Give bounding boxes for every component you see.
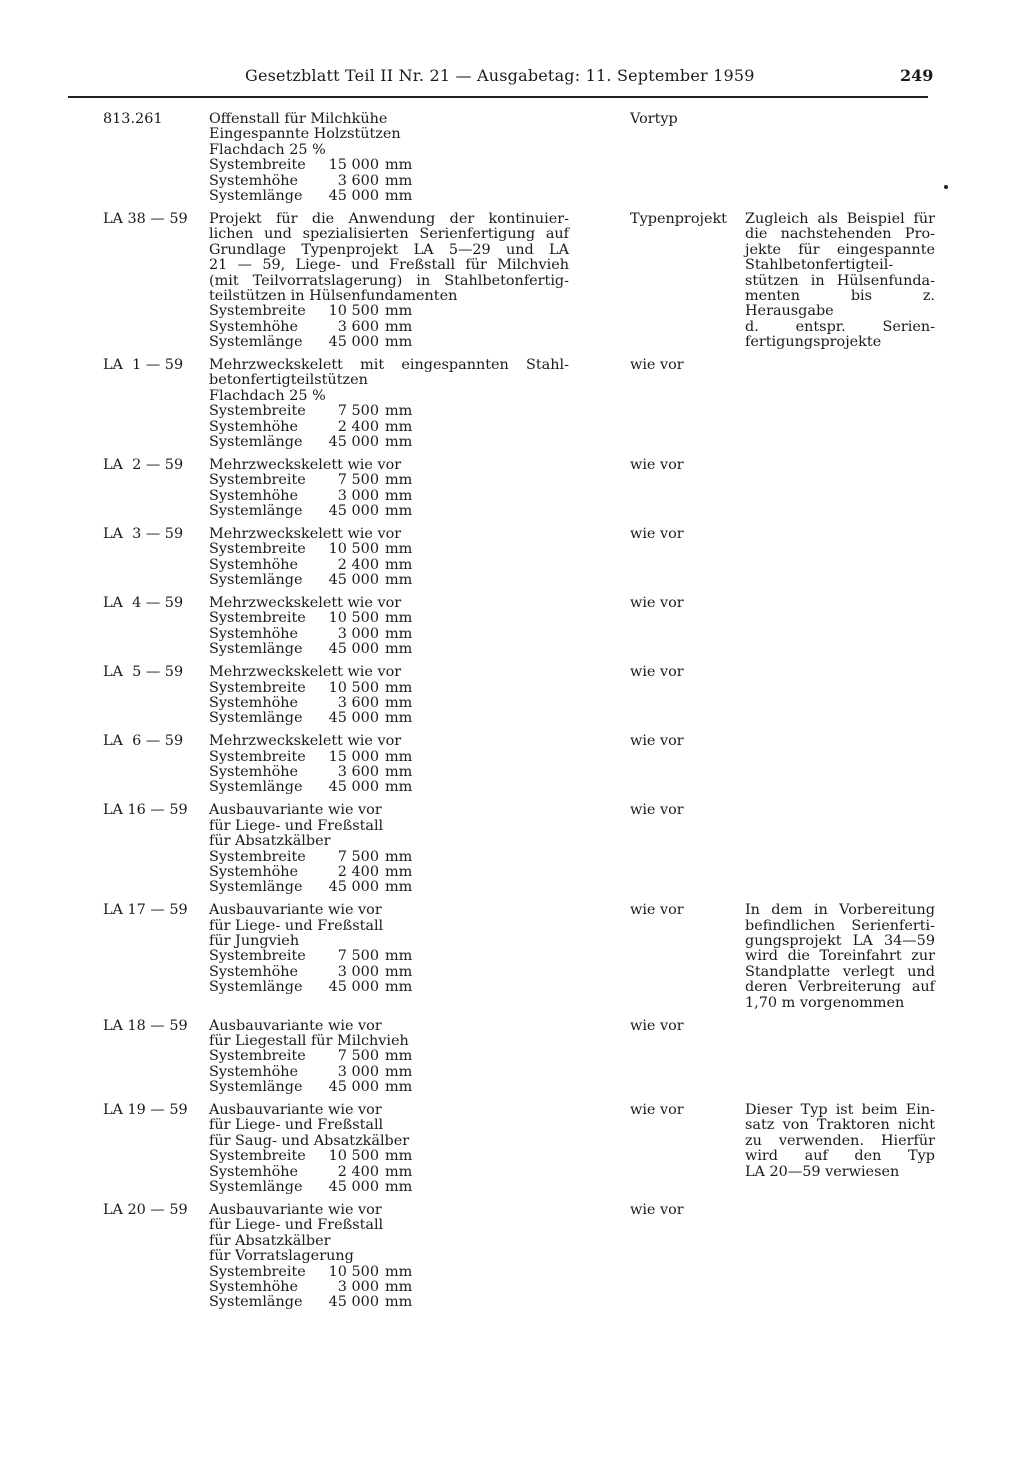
spec-unit: mm — [385, 556, 413, 573]
page-header-title: Gesetzblatt Teil II Nr. 21 — Ausgabetag: 11. September 1959 — [245, 66, 755, 85]
note-line: 1,70 m vorgenommen — [745, 994, 905, 1011]
description-line: 21 — 59, Liege- und Freßstall für Milchvieh — [209, 257, 569, 274]
note-line: gungsprojekt LA 34—59 — [745, 933, 935, 950]
spec-label: Systemhöhe — [209, 1278, 299, 1295]
entry-code: LA 6 — 59 — [103, 733, 184, 750]
note-line: wird auf den Typ — [745, 1148, 935, 1165]
spec-line — [209, 304, 439, 319]
spec-label: Systemlänge — [209, 879, 303, 896]
spec-unit: mm — [385, 1148, 413, 1165]
spec-value: 10 500 — [328, 679, 379, 696]
spec-label: Systembreite — [209, 1048, 306, 1065]
description-line: für Jungvieh — [209, 933, 300, 950]
spec-line — [209, 473, 439, 488]
entry-type: Vortyp — [630, 111, 678, 127]
spec-value: 3 600 — [337, 694, 379, 711]
spec-line — [209, 420, 439, 435]
spec-label: Systemhöhe — [209, 172, 299, 189]
spec-label: Systembreite — [209, 610, 306, 627]
description-line: Ausbauvariante wie vor — [209, 1102, 382, 1119]
spec-label: Systembreite — [209, 948, 306, 965]
entry-code: LA 5 — 59 — [103, 664, 184, 681]
description-line: Ausbauvariante wie vor — [209, 1017, 382, 1034]
spec-unit: mm — [385, 979, 413, 996]
spec-label: Systembreite — [209, 748, 306, 765]
spec-value: 45 000 — [328, 979, 379, 996]
spec-label: Systemhöhe — [209, 694, 299, 711]
list-item — [0, 112, 1024, 204]
spec-unit: mm — [385, 748, 413, 765]
spec-label: Systemlänge — [209, 334, 303, 351]
description-line: für Absatzkälber — [209, 833, 331, 850]
spec-label: Systemhöhe — [209, 863, 299, 880]
spec-value: 45 000 — [328, 188, 379, 205]
spec-unit: mm — [385, 948, 413, 965]
spec-value: 10 500 — [328, 610, 379, 627]
description-line: Eingespannte Holzstützen — [209, 126, 401, 143]
spec-line — [209, 1295, 439, 1310]
spec-unit: mm — [385, 1063, 413, 1080]
list-item — [0, 1103, 1024, 1195]
spec-line — [209, 1049, 439, 1064]
spec-label: Systemhöhe — [209, 556, 299, 573]
note-line: menten bis z. Herausgabe — [745, 287, 935, 320]
spec-value: 2 400 — [337, 1163, 379, 1180]
spec-value: 2 400 — [337, 863, 379, 880]
spec-unit: mm — [385, 694, 413, 711]
note-line: d. entspr. Serien- — [745, 318, 935, 335]
spec-value: 15 000 — [328, 748, 379, 765]
description-line: Grundlage Typenprojekt LA 5—29 und LA — [209, 241, 569, 258]
spec-value: 10 500 — [328, 303, 379, 320]
spec-unit: mm — [385, 157, 413, 174]
spec-unit: mm — [385, 779, 413, 796]
spec-value: 15 000 — [328, 157, 379, 174]
entry-type: wie vor — [630, 456, 684, 473]
list-item — [0, 734, 1024, 796]
spec-line — [209, 1149, 439, 1164]
spec-line — [209, 1280, 439, 1295]
description-line: Ausbauvariante wie vor — [209, 1201, 382, 1218]
spec-unit: mm — [385, 679, 413, 696]
description-line: Mehrzweckskelett wie vor — [209, 595, 402, 612]
note-line: Zugleich als Beispiel für — [745, 210, 935, 227]
spec-line — [209, 1265, 439, 1280]
spec-value: 45 000 — [328, 879, 379, 896]
spec-unit: mm — [385, 541, 413, 558]
spec-label: Systemhöhe — [209, 1163, 299, 1180]
entry-description — [209, 1203, 569, 1311]
spec-unit: mm — [385, 1163, 413, 1180]
spec-value: 45 000 — [328, 710, 379, 727]
spec-label: Systembreite — [209, 679, 306, 696]
spec-value: 45 000 — [328, 434, 379, 451]
entry-description — [209, 212, 569, 351]
note-line: fertigungsprojekte — [745, 334, 882, 351]
note-line: LA 20—59 verwiesen — [745, 1163, 900, 1180]
entry-type: wie vor — [630, 664, 684, 681]
description-line: für Liege- und Freßstall — [209, 1217, 384, 1234]
entry-description — [209, 596, 569, 658]
spec-unit: mm — [385, 641, 413, 658]
list-item — [0, 803, 1024, 895]
note-line: Dieser Typ ist beim Ein- — [745, 1102, 935, 1119]
spec-unit: mm — [385, 188, 413, 205]
spec-value: 7 500 — [337, 403, 379, 420]
spec-unit: mm — [385, 710, 413, 727]
spec-value: 3 600 — [337, 764, 379, 781]
spec-unit: mm — [385, 848, 413, 865]
spec-line — [209, 980, 439, 995]
note-line: satz von Traktoren nicht — [745, 1117, 935, 1134]
spec-value: 3 000 — [337, 487, 379, 504]
spec-value: 7 500 — [337, 1048, 379, 1065]
description-line: (mit Teilvorratslagerung) in Stahlbetonfertig- — [209, 272, 569, 289]
spec-unit: mm — [385, 572, 413, 589]
entry-type: wie vor — [630, 1017, 684, 1034]
type-project-list — [0, 112, 1024, 1318]
spec-unit: mm — [385, 334, 413, 351]
spec-line — [209, 174, 439, 189]
note-line: die nachstehenden Pro- — [745, 226, 935, 243]
description-line: Projekt für die Anwendung der kontinuier- — [209, 210, 569, 227]
spec-unit: mm — [385, 1278, 413, 1295]
spec-unit: mm — [385, 1263, 413, 1280]
spec-value: 45 000 — [328, 1294, 379, 1311]
spec-label: Systemlänge — [209, 572, 303, 589]
entry-type: wie vor — [630, 902, 684, 919]
spec-line — [209, 780, 439, 795]
spec-unit: mm — [385, 1179, 413, 1196]
spec-label: Systembreite — [209, 303, 306, 320]
spec-label: Systembreite — [209, 1148, 306, 1165]
entry-type: wie vor — [630, 595, 684, 612]
entry-type: wie vor — [630, 356, 684, 373]
spec-unit: mm — [385, 418, 413, 435]
spec-line — [209, 558, 439, 573]
spec-unit: mm — [385, 434, 413, 451]
entry-description — [209, 358, 569, 450]
list-item — [0, 212, 1024, 351]
entry-code: 813.261 — [103, 111, 163, 127]
list-item — [0, 358, 1024, 450]
list-item — [0, 1019, 1024, 1096]
entry-type: wie vor — [630, 802, 684, 819]
note-line: stützen in Hülsenfunda- — [745, 272, 935, 289]
spec-line — [209, 765, 439, 780]
note-line: deren Verbreiterung auf — [745, 979, 935, 996]
entry-description — [209, 458, 569, 520]
entry-code: LA 18 — 59 — [103, 1017, 188, 1034]
entry-type: wie vor — [630, 733, 684, 750]
note-line: Standplatte verlegt und — [745, 963, 935, 980]
entry-code: LA 3 — 59 — [103, 525, 184, 542]
spec-value: 3 000 — [337, 1278, 379, 1295]
entry-description — [209, 1019, 569, 1096]
spec-line — [209, 627, 439, 642]
spec-line — [209, 711, 439, 726]
note-line: jekte für eingespannte — [745, 241, 935, 258]
spec-unit: mm — [385, 963, 413, 980]
description-line: Ausbauvariante wie vor — [209, 802, 382, 819]
note-line: Stahlbetonfertigteil- — [745, 257, 894, 274]
description-line: für Liege- und Freßstall — [209, 817, 384, 834]
entry-code: LA 17 — 59 — [103, 902, 188, 919]
spec-line — [209, 504, 439, 519]
spec-label: Systemhöhe — [209, 963, 299, 980]
description-line: Mehrzweckskelett mit eingespannten Stahl- — [209, 356, 569, 373]
spec-line — [209, 335, 439, 350]
spec-value: 7 500 — [337, 948, 379, 965]
entry-code: LA 1 — 59 — [103, 356, 184, 373]
spec-value: 2 400 — [337, 556, 379, 573]
spec-line — [209, 750, 439, 765]
spec-label: Systemlänge — [209, 1079, 303, 1096]
note-line: wird die Toreinfahrt zur — [745, 948, 935, 965]
spec-unit: mm — [385, 472, 413, 489]
entry-code: LA 4 — 59 — [103, 595, 184, 612]
spec-line — [209, 681, 439, 696]
entry-description — [209, 665, 569, 727]
spec-value: 3 000 — [337, 963, 379, 980]
spec-line — [209, 1165, 439, 1180]
spec-label: Systemlänge — [209, 641, 303, 658]
spec-unit: mm — [385, 487, 413, 504]
spec-value: 45 000 — [328, 641, 379, 658]
description-line: für Absatzkälber — [209, 1232, 331, 1249]
list-item — [0, 458, 1024, 520]
spec-line — [209, 1080, 439, 1095]
spec-label: Systemlänge — [209, 979, 303, 996]
spec-value: 3 000 — [337, 1063, 379, 1080]
print-speck — [944, 185, 948, 189]
spec-value: 7 500 — [337, 472, 379, 489]
spec-label: Systemlänge — [209, 434, 303, 451]
spec-label: Systemhöhe — [209, 418, 299, 435]
spec-label: Systemhöhe — [209, 764, 299, 781]
entry-description — [209, 1103, 569, 1195]
spec-label: Systemlänge — [209, 503, 303, 520]
note-line: zu verwenden. Hierfür — [745, 1132, 935, 1149]
spec-value: 10 500 — [328, 1148, 379, 1165]
spec-label: Systembreite — [209, 541, 306, 558]
spec-unit: mm — [385, 503, 413, 520]
list-item — [0, 665, 1024, 727]
entry-type: Typenprojekt — [630, 210, 727, 227]
entry-description — [209, 527, 569, 589]
header-divider — [68, 96, 928, 98]
entry-note — [745, 1103, 935, 1180]
spec-unit: mm — [385, 318, 413, 335]
spec-label: Systembreite — [209, 157, 306, 174]
spec-value: 45 000 — [328, 1079, 379, 1096]
spec-value: 45 000 — [328, 503, 379, 520]
spec-value: 3 600 — [337, 318, 379, 335]
description-line: Mehrzweckskelett wie vor — [209, 733, 402, 750]
spec-label: Systembreite — [209, 472, 306, 489]
description-line: für Liege- und Freßstall — [209, 1117, 384, 1134]
entry-type: wie vor — [630, 525, 684, 542]
entry-code: LA 19 — 59 — [103, 1102, 188, 1119]
description-line: für Vorratslagerung — [209, 1248, 354, 1265]
list-item — [0, 903, 1024, 1011]
description-line: Mehrzweckskelett wie vor — [209, 456, 402, 473]
entry-description — [209, 734, 569, 796]
spec-value: 45 000 — [328, 1179, 379, 1196]
description-line: Offenstall für Milchkühe — [209, 111, 388, 127]
spec-label: Systembreite — [209, 848, 306, 865]
spec-label: Systemlänge — [209, 1179, 303, 1196]
description-line: für Liege- und Freßstall — [209, 917, 384, 934]
spec-line — [209, 611, 439, 626]
entry-description — [209, 903, 569, 995]
spec-line — [209, 435, 439, 450]
spec-unit: mm — [385, 303, 413, 320]
spec-label: Systemlänge — [209, 779, 303, 796]
spec-unit: mm — [385, 1048, 413, 1065]
spec-line — [209, 189, 439, 204]
page-number: 249 — [900, 66, 934, 85]
spec-value: 2 400 — [337, 418, 379, 435]
description-line: für Liegestall für Milchvieh — [209, 1032, 409, 1049]
spec-line — [209, 850, 439, 865]
description-line: Mehrzweckskelett wie vor — [209, 664, 402, 681]
spec-value: 45 000 — [328, 779, 379, 796]
spec-label: Systemhöhe — [209, 625, 299, 642]
spec-unit: mm — [385, 1294, 413, 1311]
spec-label: Systembreite — [209, 403, 306, 420]
spec-label: Systemlänge — [209, 1294, 303, 1311]
spec-line — [209, 880, 439, 895]
spec-line — [209, 949, 439, 964]
spec-value: 10 500 — [328, 541, 379, 558]
spec-line — [209, 965, 439, 980]
note-line: In dem in Vorbereitung — [745, 902, 935, 919]
description-line: betonfertigteilstützen — [209, 372, 368, 389]
spec-label: Systembreite — [209, 1263, 306, 1280]
spec-line — [209, 404, 439, 419]
spec-unit: mm — [385, 764, 413, 781]
entry-code: LA 16 — 59 — [103, 802, 188, 819]
entry-description — [209, 112, 569, 204]
entry-code: LA 20 — 59 — [103, 1201, 188, 1218]
spec-label: Systemhöhe — [209, 318, 299, 335]
spec-value: 3 600 — [337, 172, 379, 189]
spec-line — [209, 1065, 439, 1080]
spec-line — [209, 573, 439, 588]
description-line: Ausbauvariante wie vor — [209, 902, 382, 919]
spec-unit: mm — [385, 625, 413, 642]
entry-note — [745, 903, 935, 1011]
entry-type: wie vor — [630, 1102, 684, 1119]
list-item — [0, 1203, 1024, 1311]
list-item — [0, 527, 1024, 589]
description-line: teilstützen in Hülsenfundamenten — [209, 287, 458, 304]
spec-value: 10 500 — [328, 1263, 379, 1280]
entry-type: wie vor — [630, 1201, 684, 1218]
spec-line — [209, 542, 439, 557]
spec-value: 3 000 — [337, 625, 379, 642]
spec-label: Systemhöhe — [209, 1063, 299, 1080]
description-line: Flachdach 25 % — [209, 387, 326, 404]
spec-unit: mm — [385, 879, 413, 896]
spec-line — [209, 158, 439, 173]
entry-code: LA 2 — 59 — [103, 456, 184, 473]
spec-line — [209, 642, 439, 657]
description-line: Mehrzweckskelett wie vor — [209, 525, 402, 542]
spec-label: Systemlänge — [209, 710, 303, 727]
spec-unit: mm — [385, 172, 413, 189]
description-line: Flachdach 25 % — [209, 141, 326, 158]
spec-value: 45 000 — [328, 334, 379, 351]
spec-line — [209, 489, 439, 504]
spec-unit: mm — [385, 1079, 413, 1096]
spec-line — [209, 320, 439, 335]
spec-value: 7 500 — [337, 848, 379, 865]
spec-unit: mm — [385, 403, 413, 420]
spec-line — [209, 696, 439, 711]
spec-label: Systemlänge — [209, 188, 303, 205]
spec-unit: mm — [385, 610, 413, 627]
list-item — [0, 596, 1024, 658]
entry-description — [209, 803, 569, 895]
spec-label: Systemhöhe — [209, 487, 299, 504]
spec-line — [209, 1180, 439, 1195]
note-line: befindlichen Serienferti- — [745, 917, 935, 934]
spec-line — [209, 865, 439, 880]
entry-note — [745, 212, 935, 351]
description-line: lichen und spezialisierten Serienfertigung auf — [209, 226, 569, 243]
spec-value: 45 000 — [328, 572, 379, 589]
description-line: für Saug- und Absatzkälber — [209, 1132, 410, 1149]
entry-code: LA 38 — 59 — [103, 210, 188, 227]
spec-unit: mm — [385, 863, 413, 880]
